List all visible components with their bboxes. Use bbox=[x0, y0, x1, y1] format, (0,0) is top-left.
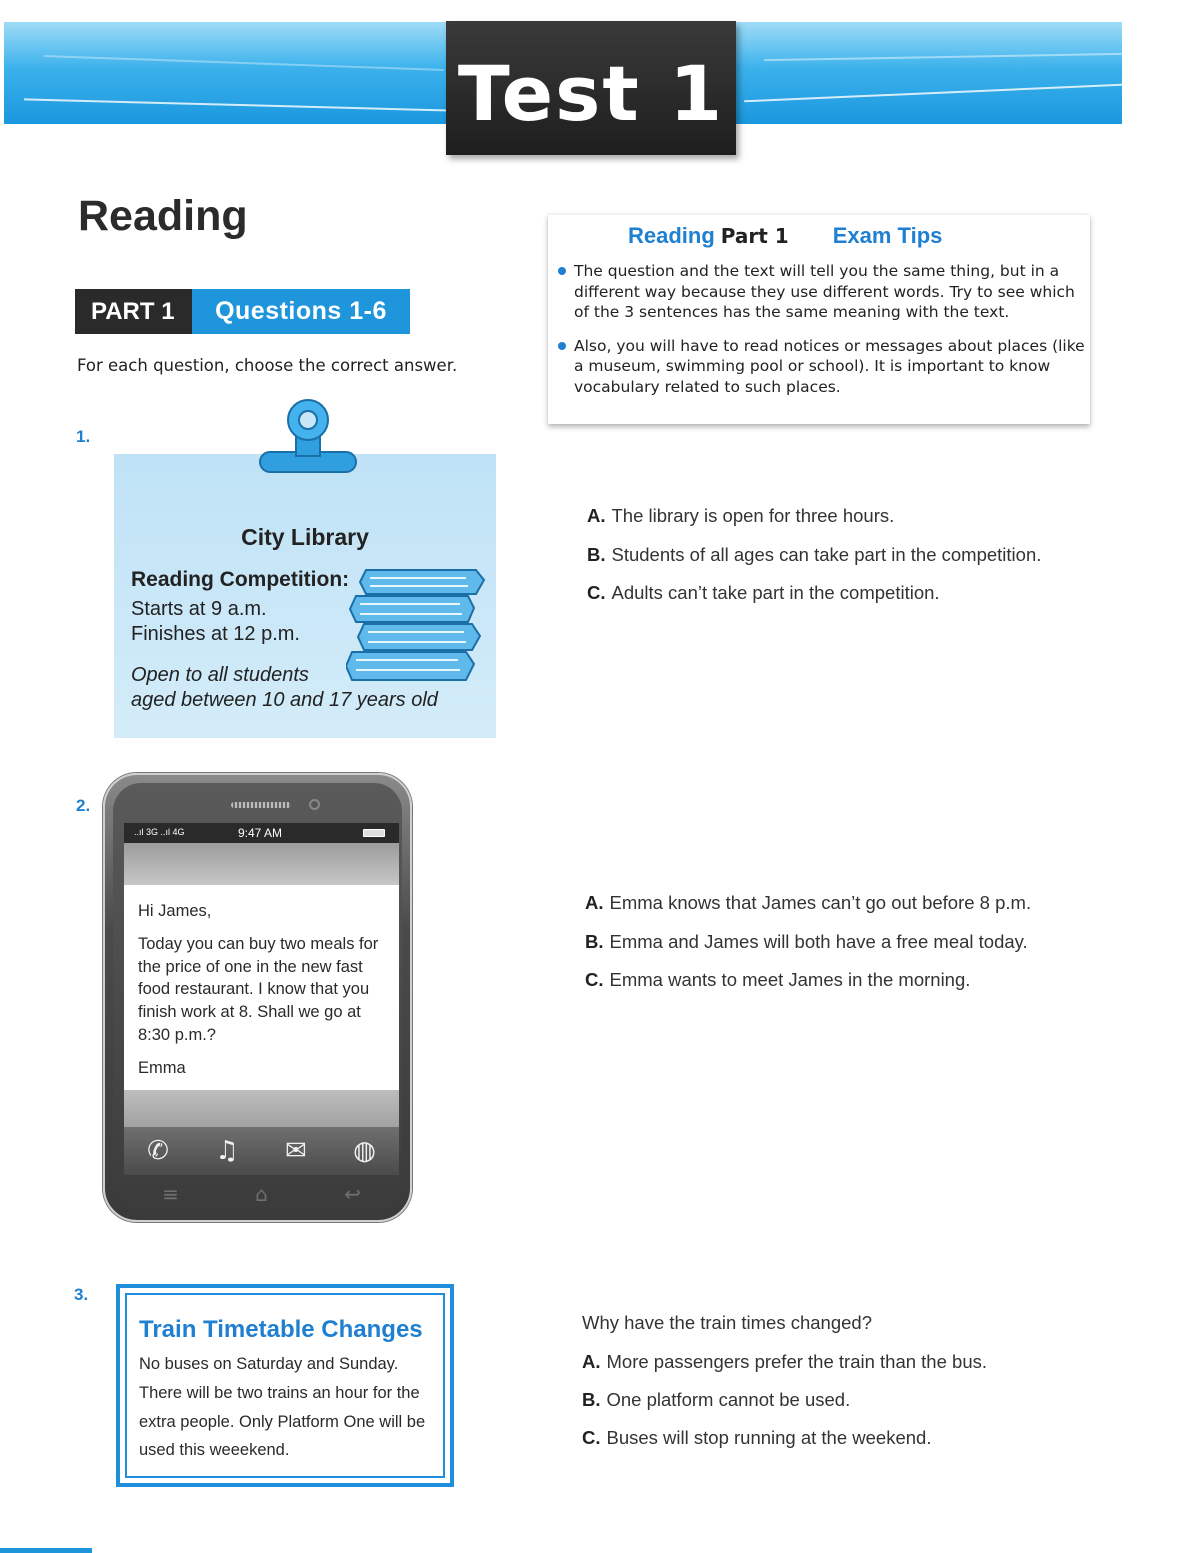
option-letter: C. bbox=[585, 969, 604, 990]
exam-tips-title bbox=[628, 223, 942, 249]
option-text: Emma wants to meet James in the morning. bbox=[609, 969, 971, 990]
status-bar bbox=[124, 823, 399, 843]
back-icon: ↩ bbox=[344, 1182, 361, 1206]
option-text: Buses will stop running at the weekend. bbox=[606, 1427, 932, 1448]
music-icon: ♫ bbox=[215, 1136, 239, 1166]
option-letter: C. bbox=[587, 582, 606, 603]
question-number-1: 1. bbox=[76, 427, 91, 446]
q1-option-b[interactable] bbox=[587, 544, 1041, 566]
library-notice-title: City Library bbox=[241, 524, 369, 550]
banner-streak bbox=[44, 55, 444, 71]
q2-option-b[interactable] bbox=[585, 931, 1028, 953]
option-letter: B. bbox=[587, 544, 606, 565]
option-text: One platform cannot be used. bbox=[606, 1389, 851, 1410]
competition-finish: Finishes at 12 p.m. bbox=[131, 623, 300, 645]
q3-option-b[interactable] bbox=[582, 1389, 850, 1411]
tips-title-part: Part 1 bbox=[720, 224, 789, 248]
competition-eligibility-2: aged between 10 and 17 years old bbox=[131, 689, 438, 711]
option-text: Students of all ages can take part in the competition. bbox=[611, 544, 1042, 565]
q3-option-a[interactable] bbox=[582, 1351, 987, 1373]
screen-wallpaper bbox=[124, 843, 399, 885]
q3-prompt: Why have the train times changed? bbox=[582, 1312, 872, 1333]
bullet-icon bbox=[558, 342, 566, 350]
train-notice bbox=[116, 1284, 454, 1487]
option-text: Adults can’t take part in the competition. bbox=[611, 582, 940, 603]
speaker-icon bbox=[231, 802, 291, 808]
train-notice-title: Train Timetable Changes bbox=[139, 1316, 423, 1343]
tip-item bbox=[558, 261, 1088, 323]
competition-title: Reading Competition: bbox=[131, 568, 350, 591]
status-time: 9:47 AM bbox=[238, 826, 283, 840]
library-notice bbox=[114, 454, 496, 738]
banner-streak bbox=[744, 84, 1122, 103]
option-text: Emma knows that James can’t go out before 8 p.m. bbox=[609, 892, 1032, 913]
q1-option-a[interactable] bbox=[587, 505, 894, 527]
phone-navbar bbox=[124, 1177, 399, 1211]
part-label: PART 1 bbox=[75, 289, 192, 334]
option-letter: C. bbox=[582, 1427, 601, 1448]
menu-icon: ≡ bbox=[162, 1182, 179, 1206]
battery-icon bbox=[363, 829, 385, 837]
train-notice-text: No buses on Saturday and Sunday. There will be two trains an hour for the extra people. Only Platform One will be used this weeekend. bbox=[139, 1355, 426, 1460]
app-dock bbox=[124, 1127, 399, 1175]
camera-icon bbox=[309, 799, 320, 810]
option-letter: B. bbox=[585, 931, 604, 952]
questions-label: Questions 1-6 bbox=[192, 289, 410, 334]
part-bar bbox=[75, 289, 410, 334]
message-body: Today you can buy two meals for the price of one in the new fast food restaurant. I know that you finish work at 8. Shall we go at 8:30 p.m.? bbox=[138, 934, 379, 1044]
message-greeting: Hi James, bbox=[138, 902, 212, 920]
tips-list bbox=[558, 261, 1088, 410]
q2-option-a[interactable] bbox=[585, 892, 1031, 914]
books-icon bbox=[346, 564, 488, 684]
section-heading: Reading bbox=[78, 192, 248, 240]
signal-indicator: ..ıl 3G ..ıl 4G bbox=[134, 827, 185, 837]
competition-eligibility-1: Open to all students bbox=[131, 664, 309, 686]
clip-icon bbox=[258, 398, 358, 478]
q2-option-c[interactable] bbox=[585, 969, 970, 991]
tip-text: Also, you will have to read notices or messages about places (like a museum, swimming pool or school). It is important to know vocabulary related to such places. bbox=[574, 336, 1085, 396]
test-title: Test 1 bbox=[457, 48, 725, 138]
option-letter: B. bbox=[582, 1389, 601, 1410]
exam-tips-card bbox=[548, 214, 1090, 424]
tip-text: The question and the text will tell you the same thing, but in a different way because they use different words. Try to see which of the 3 sentences has the same meaning with the text. bbox=[574, 262, 1075, 321]
option-text: More passengers prefer the train than the bus. bbox=[606, 1351, 987, 1372]
q1-option-c[interactable] bbox=[587, 582, 940, 604]
phone-screen bbox=[124, 823, 399, 1153]
q3-option-c[interactable] bbox=[582, 1427, 931, 1449]
banner-streak bbox=[764, 53, 1122, 61]
question-number-3: 3. bbox=[74, 1285, 89, 1304]
message-signature: Emma bbox=[138, 1058, 186, 1077]
mail-icon: ✉ bbox=[284, 1136, 307, 1166]
tips-title-reading: Reading bbox=[628, 223, 715, 248]
question-number-2: 2. bbox=[76, 796, 91, 815]
option-letter: A. bbox=[582, 1351, 601, 1372]
home-icon: ⌂ bbox=[255, 1182, 268, 1206]
globe-icon: ◍ bbox=[353, 1136, 376, 1166]
instruction-text: For each question, choose the correct answer. bbox=[77, 356, 458, 375]
tips-title-exam-tips: Exam Tips bbox=[832, 223, 943, 248]
option-text: Emma and James will both have a free meal today. bbox=[609, 931, 1028, 952]
banner-streak bbox=[24, 98, 454, 111]
competition-start: Starts at 9 a.m. bbox=[131, 598, 267, 620]
option-letter: A. bbox=[587, 505, 606, 526]
phone-icon: ✆ bbox=[147, 1136, 169, 1166]
tip-item bbox=[558, 336, 1088, 398]
phone-image bbox=[103, 773, 412, 1222]
text-message bbox=[124, 885, 399, 1090]
option-text: The library is open for three hours. bbox=[611, 505, 895, 526]
test-title-box bbox=[446, 21, 736, 155]
bullet-icon bbox=[558, 267, 566, 275]
page-marker bbox=[0, 1548, 92, 1553]
option-letter: A. bbox=[585, 892, 604, 913]
